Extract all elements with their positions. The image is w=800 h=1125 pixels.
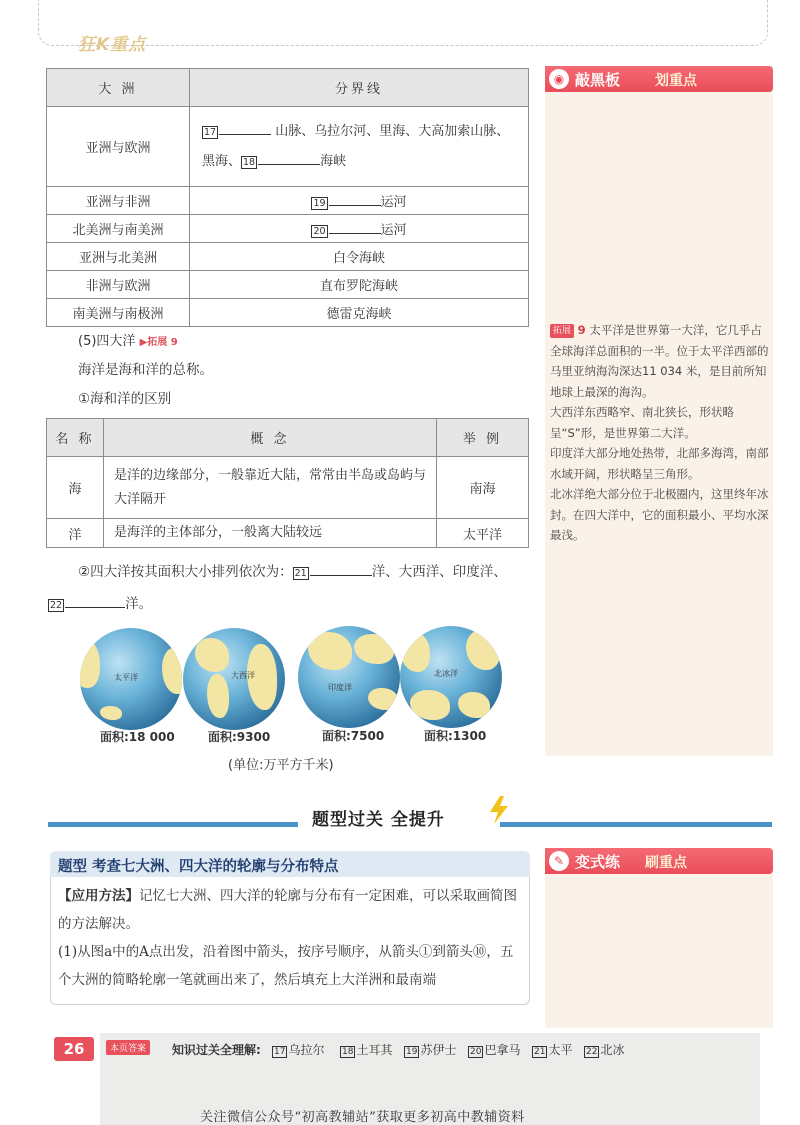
sea-ocean-table: [46, 418, 529, 548]
fill-blank[interactable]: [329, 205, 381, 206]
continent-pair: 亚洲与非洲: [47, 187, 190, 215]
fill-blank[interactable]: [65, 607, 125, 608]
atlantic-globe: [183, 628, 285, 730]
answer-item: 20 巴拿马: [470, 1043, 521, 1057]
method-text: 记忆七大洲、四大洋的轮廓与分布有一定困难，可以采取画简图的方法解决。: [58, 888, 517, 932]
table-header: 举 例: [437, 419, 529, 457]
ranking-prefix: ②四大洋按其面积大小排列依次为：: [78, 564, 293, 580]
answer-tag: 本页答案: [106, 1040, 150, 1055]
boundary-cell: 直布罗陀海峡: [190, 271, 529, 299]
table-row: [47, 187, 529, 215]
fill-blank[interactable]: [310, 575, 372, 576]
indian-globe: [298, 626, 400, 728]
page-number: 26: [54, 1037, 94, 1061]
ranking-question: [78, 560, 507, 580]
banner-line-right: [500, 822, 772, 827]
side-panel2-title: 变式练: [575, 853, 621, 871]
extension-paragraph: 大西洋东西略窄、南北狭长，形状略呈“S”形，是世界第二大洋。: [550, 405, 734, 440]
boundary-text: 运河: [380, 195, 407, 210]
table-row: [47, 271, 529, 299]
answer-item: 18 土耳其: [342, 1043, 393, 1057]
side-panel2-subtitle: 刷重点: [645, 855, 687, 871]
boundary-cell: [190, 215, 529, 243]
ranking-mid: 洋、大西洋、印度洋、: [371, 564, 507, 580]
globe-label: 太平洋: [114, 673, 138, 682]
section-heading: [78, 330, 178, 349]
blank-number: 18: [243, 156, 256, 168]
blank-number: 19: [313, 198, 326, 209]
answer-item: 22 北冰: [586, 1043, 625, 1057]
answer-title: 知识过关全理解:: [172, 1043, 261, 1057]
continent-pair: 非洲与欧洲: [47, 271, 190, 299]
side-panel-header: [545, 66, 773, 92]
blank-number: 20: [313, 226, 326, 237]
table-header: 分界线: [190, 69, 529, 107]
blank-number: 21: [294, 568, 307, 579]
area-label: 面积:7500: [322, 729, 385, 743]
globe-label: 印度洋: [328, 683, 352, 692]
side-panel-title: 敲黑板: [575, 71, 621, 89]
area-label: 面积:9300: [208, 730, 271, 744]
term-example: 南海: [437, 457, 529, 519]
table-row: [47, 215, 529, 243]
extension-paragraph: 北冰洋绝大部分位于北极圈内，这里终年冰封。在四大洋中，它的面积最小、平均水深最浅。: [550, 487, 769, 542]
blank-number: 22: [50, 600, 63, 611]
extension-number: 9: [577, 323, 586, 337]
step-text: (1)从图a中的A点出发，沿着图中箭头，按序号顺序，从箭头①到箭头⑩，五个大洲的简略轮廓一笔就画出来了，然后填充上大洋洲和最南端: [58, 944, 514, 988]
extension-note: [550, 320, 770, 546]
area-label: 面积:1300: [424, 729, 487, 743]
lightning-icon: [486, 796, 512, 824]
table-header: 名 称: [47, 419, 104, 457]
footer-note: 关注微信公众号“初高教辅站”获取更多初高中教辅资料: [200, 1110, 525, 1125]
table-header: 概 念: [104, 419, 437, 457]
table-row: [47, 299, 529, 327]
boundary-text: 运河: [380, 223, 407, 238]
term-name: 洋: [47, 519, 104, 548]
brand-logo: 狂K重点: [78, 35, 147, 55]
practice-body: [58, 882, 524, 994]
continent-pair: 亚洲与北美洲: [47, 243, 190, 271]
fill-blank[interactable]: [258, 164, 320, 165]
table-row: [47, 107, 529, 187]
boundary-text: 海峡: [320, 153, 347, 169]
blank-number: 17: [204, 126, 217, 138]
practice-icon: ✎: [549, 851, 569, 871]
globe-label: 大西洋: [231, 671, 255, 680]
side-panel-subtitle: 划重点: [655, 73, 697, 89]
ranking-suffix: 洋。: [125, 596, 153, 612]
area-label: 面积:18 000: [100, 730, 175, 744]
term-concept: 是海洋的主体部分，一般离大陆较远: [104, 519, 437, 548]
answer-item: 19 苏伊士: [406, 1043, 457, 1057]
extension-link[interactable]: ▶拓展 9: [139, 337, 178, 348]
side-panel2-header: [545, 848, 773, 874]
ranking-question-cont: [48, 592, 152, 612]
fill-blank[interactable]: [329, 233, 381, 234]
continent-pair: 亚洲与欧洲: [47, 107, 190, 187]
header-frame: [38, 0, 768, 46]
boundary-text: 山脉、乌拉尔河、里海、大高加索山脉、黑海、: [202, 123, 510, 169]
table-row: [47, 457, 529, 519]
extension-paragraph: 太平洋是世界第一大洋，它几乎占全球海洋总面积的一半。位于太平洋西部的马里亚纳海沟深达11 034 米，是目前所知地球上最深的海沟。: [550, 323, 769, 399]
term-concept: 是洋的边缘部分，一般靠近大陆，常常由半岛或岛屿与大洋隔开: [104, 457, 437, 519]
answer-item: 21 太平: [534, 1043, 573, 1057]
area-unit: (单位:万平方千米): [228, 758, 334, 773]
arctic-globe: [400, 626, 502, 728]
method-label: 【应用方法】: [58, 888, 139, 904]
chalkboard-icon: ◉: [549, 69, 569, 89]
table-row: [47, 519, 529, 548]
globe-label: 北冰洋: [434, 669, 458, 678]
answer-item: 17 乌拉尔: [274, 1043, 325, 1057]
banner-line-left: [48, 822, 298, 827]
table-row: [47, 243, 529, 271]
table-header: 大 洲: [47, 69, 190, 107]
continent-pair: 北美洲与南美洲: [47, 215, 190, 243]
term-example: 太平洋: [437, 519, 529, 548]
practice-title: 题型 考查七大洲、四大洋的轮廓与分布特点: [58, 859, 339, 875]
extension-paragraph: 印度洋大部分地处热带，北部多海湾，南部水域开阔，形状略呈三角形。: [550, 446, 769, 481]
continent-boundary-table: [46, 68, 529, 327]
section-heading-text: (5)四大洋: [78, 334, 136, 349]
boundary-cell: 德雷克海峡: [190, 299, 529, 327]
pacific-globe: [80, 628, 182, 730]
side-practice-column: [545, 848, 773, 1028]
boundary-cell: 白令海峡: [190, 243, 529, 271]
boundary-cell: [190, 107, 529, 187]
fill-blank[interactable]: [219, 134, 271, 135]
section-banner-title: 题型过关 全提升: [312, 810, 445, 830]
term-name: 海: [47, 457, 104, 519]
ocean-definition: 海洋是海和洋的总称。: [78, 362, 213, 378]
continent-pair: 南美洲与南极洲: [47, 299, 190, 327]
extension-tag: 拓展: [550, 324, 574, 338]
boundary-cell: [190, 187, 529, 215]
sea-ocean-difference-heading: ①海和洋的区别: [78, 391, 172, 407]
